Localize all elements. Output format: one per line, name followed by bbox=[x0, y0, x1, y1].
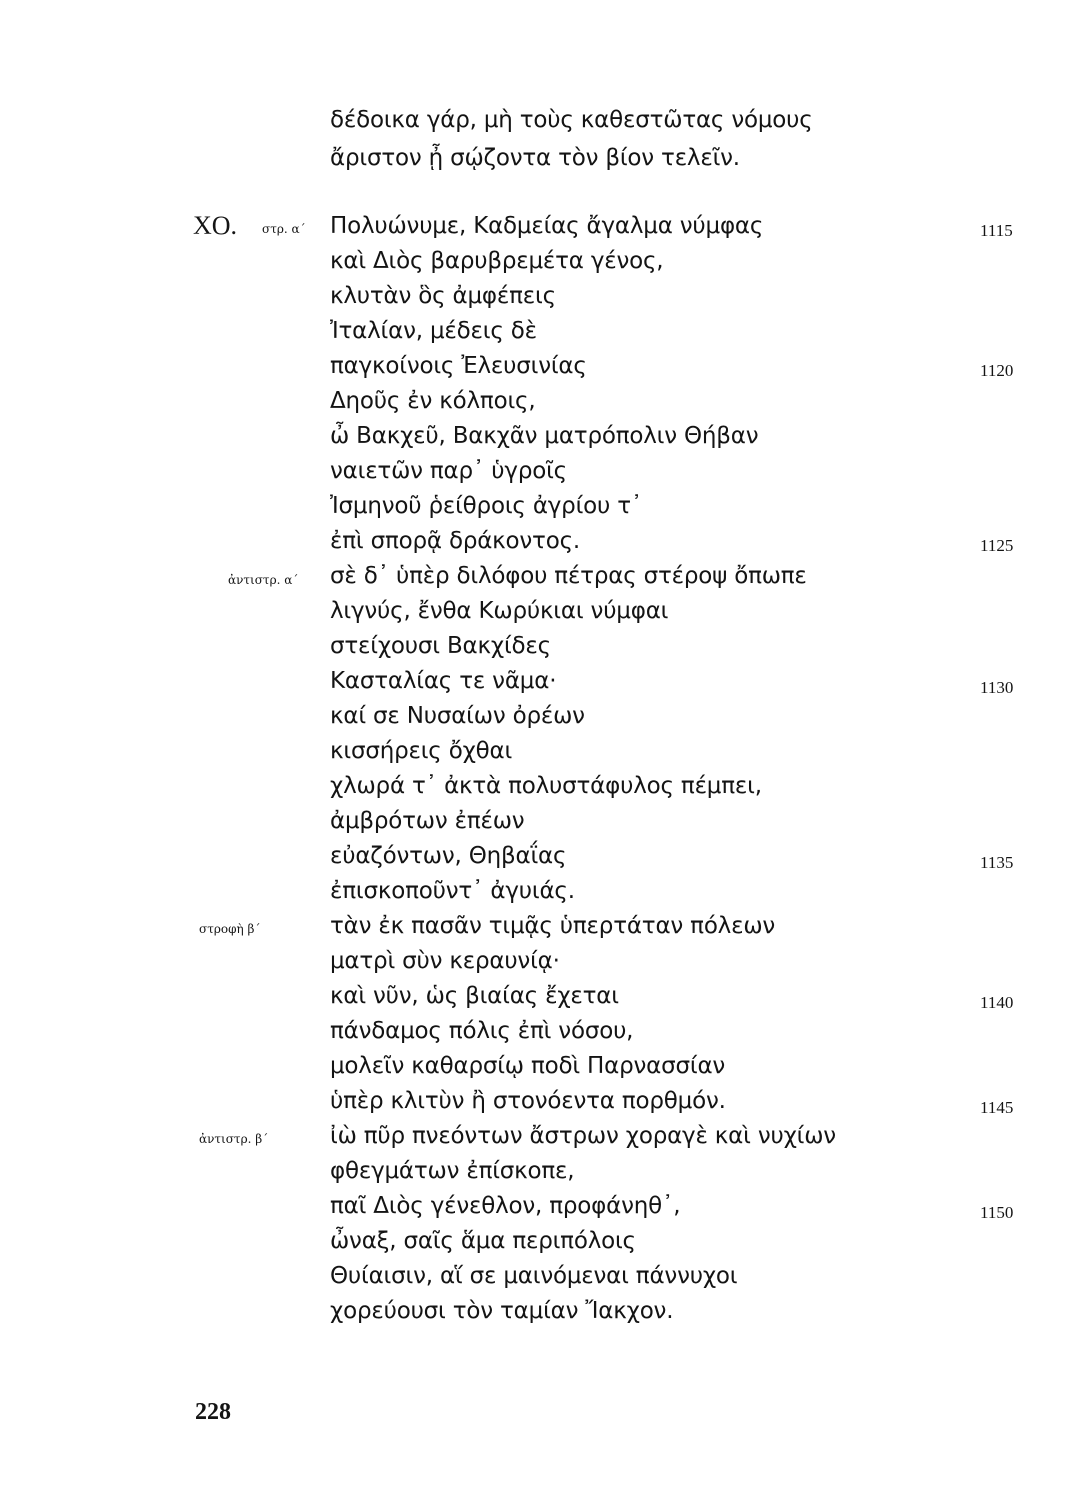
verse-line: σὲ δ᾽ ὑπὲρ διλόφου πέτρας στέροψ ὄπωπε bbox=[330, 563, 807, 589]
section-label-antistrophe-b: ἀντιστρ. β´ bbox=[199, 1132, 269, 1146]
verse-line: πάνδαμος πόλις ἐπὶ νόσου, bbox=[330, 1018, 634, 1044]
verse-line: Θυίαισιν, αἵ σε μαινόμεναι πάννυχοι bbox=[330, 1263, 738, 1289]
speaker-label: ΧΟ. bbox=[193, 211, 238, 240]
line-number: 1145 bbox=[980, 1098, 1014, 1117]
verse-line: ναιετῶν παρ᾽ ὑγροῖς bbox=[330, 458, 567, 484]
verse-line: στείχουσι Βακχίδες bbox=[330, 633, 551, 659]
verse-line: Δηοῦς ἐν κόλποις, bbox=[330, 388, 536, 414]
line-number: 1150 bbox=[980, 1203, 1014, 1222]
line-number: 1135 bbox=[980, 853, 1014, 872]
verse-line: λιγνύς, ἔνθα Κωρύκιαι νύμφαι bbox=[330, 598, 669, 624]
verse-line: Ἰσμηνοῦ ῥείθροις ἀγρίου τ᾽ bbox=[330, 493, 643, 519]
line-number: 1120 bbox=[980, 361, 1014, 380]
verse-line: ὑπὲρ κλιτὺν ἢ στονόεντα πορθμόν. bbox=[330, 1088, 726, 1114]
verse-line: ἰὼ πῦρ πνεόντων ἄστρων χοραγὲ καὶ νυχίων bbox=[330, 1123, 836, 1149]
verse-line: τὰν ἐκ πασᾶν τιμᾷς ὑπερτάταν πόλεων bbox=[330, 913, 776, 939]
line-number: 1140 bbox=[980, 993, 1014, 1012]
line-number: 1125 bbox=[980, 536, 1014, 555]
verse-line: εὐαζόντων, Θηβαΐας bbox=[330, 843, 567, 869]
verse-line: παῖ Διὸς γένεθλον, προφάνηθ᾽, bbox=[330, 1193, 681, 1219]
verse-line: καὶ Διὸς βαρυβρεμέτα γένος, bbox=[330, 248, 664, 274]
verse-line: παγκοίνοις Ἐλευσινίας bbox=[330, 353, 587, 379]
verse-line: ἀμβρότων ἐπέων bbox=[330, 808, 525, 834]
verse-line: Κασταλίας τε νᾶμα· bbox=[330, 668, 557, 694]
section-label-strophe-a: στρ. α´ bbox=[262, 222, 306, 236]
verse-line: φθεγμάτων ἐπίσκοπε, bbox=[330, 1158, 575, 1184]
verse-line: χλωρά τ᾽ ἀκτὰ πολυστάφυλος πέμπει, bbox=[330, 773, 762, 799]
verse-line: κλυτὰν ὃς ἀμφέπεις bbox=[330, 283, 556, 309]
verse-line: ἄριστον ᾖ σῴζοντα τὸν βίον τελεῖν. bbox=[330, 145, 740, 171]
verse-line: καὶ νῦν, ὡς βιαίας ἔχεται bbox=[330, 983, 619, 1009]
verse-line: μολεῖν καθαρσίῳ ποδὶ Παρνασσίαν bbox=[330, 1053, 726, 1079]
verse-line: κισσήρεις ὄχθαι bbox=[330, 738, 513, 764]
verse-line: ἐπισκοποῦντ᾽ ἀγυιάς. bbox=[330, 878, 575, 904]
line-number: 1115 bbox=[980, 221, 1013, 240]
line-number: 1130 bbox=[980, 678, 1014, 697]
verse-line: ἐπὶ σπορᾷ δράκοντος. bbox=[330, 528, 580, 554]
verse-line: δέδοικα γάρ, μὴ τοὺς καθεστῶτας νόμους bbox=[330, 107, 813, 133]
verse-line: ὦναξ, σαῖς ἅμα περιπόλοις bbox=[330, 1228, 636, 1254]
verse-line: Ἰταλίαν, μέδεις δὲ bbox=[330, 318, 537, 344]
page-number: 228 bbox=[195, 1399, 231, 1425]
verse-line: χορεύουσι τὸν ταμίαν Ἴακχον. bbox=[330, 1298, 674, 1324]
section-label-antistrophe-a: ἀντιστρ. α´ bbox=[228, 573, 299, 587]
verse-line: Πολυώνυμε, Καδμείας ἄγαλμα νύμφας bbox=[330, 213, 764, 239]
section-label-strophe-b: στροφὴ β´ bbox=[199, 922, 261, 936]
verse-line: ματρὶ σὺν κεραυνίᾳ· bbox=[330, 948, 560, 974]
verse-line: καί σε Νυσαίων ὀρέων bbox=[330, 703, 585, 729]
verse-line: ὦ Βακχεῦ, Βακχᾶν ματρόπολιν Θήβαν bbox=[330, 423, 759, 449]
